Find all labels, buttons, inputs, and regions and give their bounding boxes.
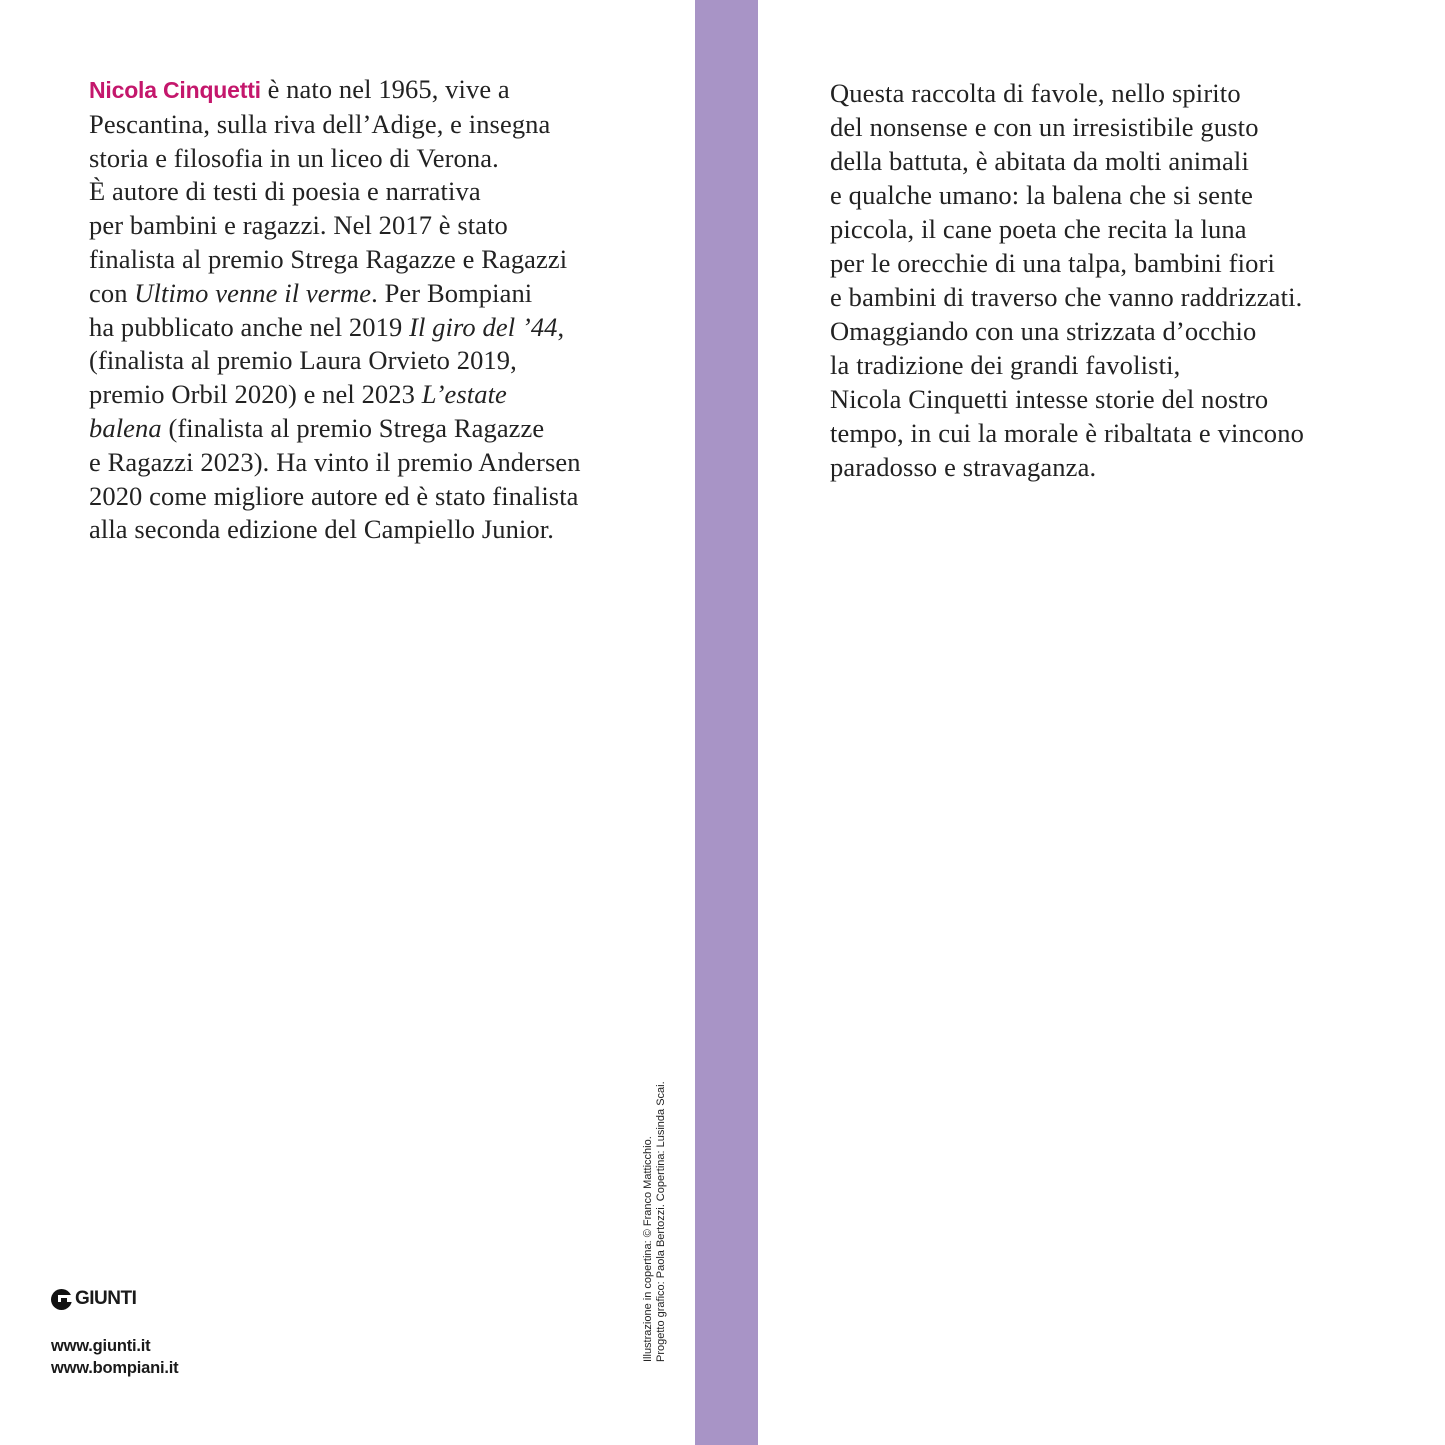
blurb-line: piccola, il cane poeta che recita la luna: [830, 214, 1247, 244]
bio-line: È autore di testi di poesia e narrativa: [89, 176, 481, 207]
url-bompiani: www.bompiani.it: [51, 1359, 179, 1377]
bio-line: Pescantina, sulla riva dell’Adige, e insegna: [89, 108, 551, 139]
bio-line: Nicola Cinquetti è nato nel 1965, vive a: [89, 74, 510, 104]
illustration-credit: Illustrazione in copertina: © Franco Matticchio.: [642, 1136, 654, 1362]
blurb-line: del nonsense e con un irresistibile gusto: [830, 112, 1259, 142]
bio-line: (finalista al premio Laura Orvieto 2019,: [89, 345, 517, 376]
blurb-line: della battuta, è abitata da molti animali: [830, 146, 1249, 176]
blurb-line: Questa raccolta di favole, nello spirito: [830, 78, 1241, 108]
book-title: Ultimo venne il verme: [134, 277, 372, 308]
bio-line: e Ragazzi 2023). Ha vinto il premio Andersen: [89, 446, 581, 477]
bio-line: alla seconda edizione del Campiello Junior.: [89, 514, 554, 545]
url-giunti: www.giunti.it: [51, 1337, 151, 1355]
author-name: Nicola Cinquetti: [89, 77, 261, 103]
bio-line: premio Orbil 2020) e nel 2023 L’estate: [89, 379, 507, 410]
book-title: L’estate: [421, 379, 507, 410]
giunti-logo: [51, 1287, 178, 1311]
spine-band: [695, 0, 758, 1445]
blurb-line: Nicola Cinquetti intesse storie del nostro: [830, 384, 1269, 414]
cover-credits: [642, 1062, 692, 1362]
bio-line: 2020 come migliore autore ed è stato finalista: [89, 480, 579, 511]
bio-line: con Ultimo venne il verme. Per Bompiani: [89, 277, 533, 308]
blurb-line: paradosso e stravaganza.: [830, 452, 1097, 482]
blurb-line: la tradizione dei grandi favolisti,: [830, 350, 1181, 380]
blurb-line: e qualche umano: la balena che si sente: [830, 180, 1254, 210]
giunti-g-icon: [51, 1289, 72, 1310]
author-bio: [89, 73, 679, 547]
book-title: Il giro del ’44: [409, 311, 558, 342]
bio-line: per bambini e ragazzi. Nel 2017 è stato: [89, 210, 508, 241]
bio-line: storia e filosofia in un liceo di Verona.: [89, 142, 499, 173]
blurb-line: e bambini di traverso che vanno raddrizzati.: [830, 282, 1303, 312]
logo-text: GIUNTI: [75, 1288, 137, 1309]
publisher-urls: [51, 1335, 178, 1379]
design-credit: Progetto grafico: Paola Bertozzi. Copertina: Lusinda Scai.: [655, 1081, 667, 1362]
publisher-block: [51, 1287, 178, 1379]
bio-line: balena (finalista al premio Strega Ragazze: [89, 412, 545, 443]
book-title: balena: [89, 412, 162, 443]
blurb-line: per le orecchie di una talpa, bambini fiori: [830, 248, 1275, 278]
blurb-line: Omaggiando con una strizzata d’occhio: [830, 316, 1257, 346]
book-blurb: [830, 76, 1410, 484]
bio-line: finalista al premio Strega Ragazze e Ragazzi: [89, 243, 568, 274]
blurb-line: tempo, in cui la morale è ribaltata e vincono: [830, 418, 1305, 448]
bio-line: ha pubblicato anche nel 2019 Il giro del ’44,: [89, 311, 565, 342]
